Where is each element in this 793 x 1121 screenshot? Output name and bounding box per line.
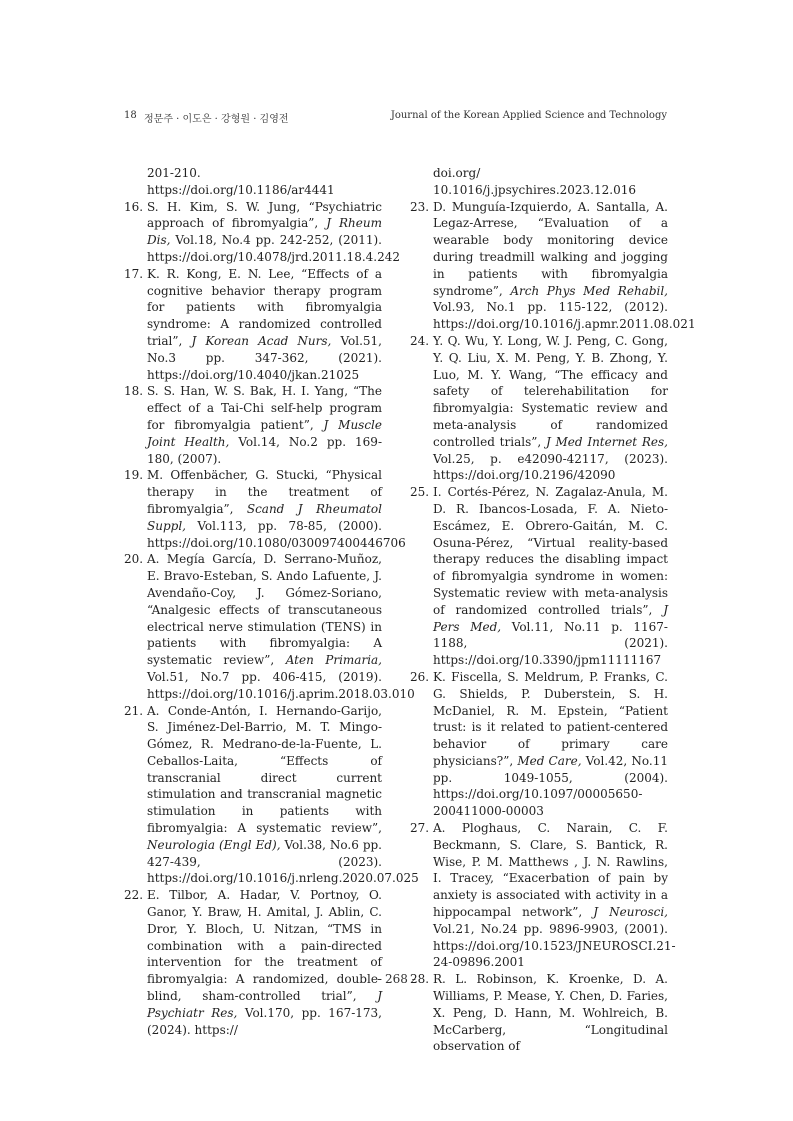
reference-entry [410,669,668,820]
header-journal-title: Journal of the Korean Applied Science and Technology [390,110,667,121]
reference-journal: J Psychiatr Res, [147,989,382,1020]
reference-details: Vol.42, No.11 pp. 1049-1055, (2004). https://doi.org/10.1097/00005650-200411000-00003 [433,753,668,819]
reference-entry [410,333,668,484]
reference-entry [124,551,415,702]
reference-number: 16. [124,199,144,214]
reference-journal: J Pers Med, [433,602,668,634]
reference-authors-title: E. Tilbor, A. Hadar, V. Portnoy, O. Ganor, Y. Braw, H. Amital, J. Ablin, C. Dror, Y. Bloch, U. Nitzan, “TMS in combination with a pain-directed intervention for the treatment of fibromyalgia: A randomized, double-blind, sham-controlled trial”, [147,888,382,1004]
reference-details: Vol.51, No.7 pp. 406-415, (2019). https://doi.org/10.1016/j.aprim.2018.03.010 [147,669,415,701]
reference-continuation: doi.org/ 10.1016/j.jpsychires.2023.12.016 [433,166,636,197]
reference-number: 17. [124,266,144,281]
reference-authors-title: S. H. Kim, S. W. Jung, “Psychiatric approach of fibromyalgia”, [147,199,382,231]
reference-authors-title: K. Fiscella, S. Meldrum, P. Franks, C. G. Shields, P. Duberstein, S. H. McDaniel, R. M. Epstein, “Patient trust: is it related to patient-centered behavior of primary care physicians?”, [433,669,668,768]
reference-entry [410,484,668,669]
reference-entry [124,266,382,384]
reference-authors-title: A. Ploghaus, C. Narain, C. F. Beckmann, S. Clare, S. Bantick, R. Wise, P. M. Matthews , J. N. Rawlins, I. Tracey, “Exacerbation of pain by anxiety is associated with activity in a hippocampal network”, [433,821,668,920]
reference-details: Vol.21, No.24 pp. 9896-9903, (2001). https://doi.org/10.1523/JNEUROSCI.21-24-09896.2001 [433,921,676,970]
reference-entry [124,703,419,888]
reference-continuation: 201-210. https://doi.org/10.1186/ar4441 [147,166,335,197]
running-header [124,110,667,130]
reference-number: 21. [124,703,144,718]
reference-number: 18. [124,384,144,399]
reference-journal: J Neurosci, [593,905,668,920]
reference-number: 19. [124,468,144,483]
reference-journal: Aten Primaria, [285,653,383,668]
header-authors: 정문주 · 이도은 · 강형원 · 김영전 [144,114,289,125]
reference-authors-title: S. S. Han, W. S. Bak, H. I. Yang, “The effect of a Tai-Chi self-help program for fibromyalgia patient”, [147,384,382,432]
reference-authors-title: K. R. Kong, E. N. Lee, “Effects of a cognitive behavior therapy program for patients with fibromyalgia syndrome: A randomized controlled trial”, [147,266,382,348]
reference-number: 22. [124,888,144,903]
reference-details: Vol.25, p. e42090-42117, (2023). https://doi.org/10.2196/42090 [433,451,668,483]
reference-authors-title: A. Conde-Antón, I. Hernando-Garijo, S. Jiménez-Del-Barrio, M. T. Mingo-Gómez, R. Medrano-de-la-Fuente, L. Ceballos-Laita, “Effects of transcranial direct current stimulation and transcranial magnetic stimulation in patients with fibromyalgia: A systematic review”, [147,703,382,836]
reference-authors-title: D. Munguía-Izquierdo, A. Santalla, A. Legaz-Arrese, “Evaluation of a wearable body monitoring device during treadmill walking and jogging in patients with fibromyalgia syndrome”, [433,199,668,298]
reference-entry [124,887,382,1038]
reference-authors-title: R. L. Robinson, K. Kroenke, D. A. Williams, P. Mease, Y. Chen, D. Faries, X. Peng, D. Hann, M. Wohlreich, B. McCarberg, “Longitudinal observation of [433,972,668,1054]
reference-details: Vol.18, No.4 pp. 242-252, (2011). https://doi.org/10.4078/jrd.2011.18.4.242 [147,233,400,264]
reference-number: 20. [124,552,144,567]
reference-number: 24. [410,333,430,348]
reference-journal: J Muscle Joint Health, [147,417,382,449]
reference-authors-title: I. Cortés-Pérez, N. Zagalaz-Anula, M. D. R. Ibancos-Losada, F. A. Nieto-Escámez, E. Obrero-Gaitán, M. C. Osuna-Pérez, “Virtual reality-based therapy reduces the disabling impact of fibromyalgia syndrome in women: Systematic review with meta-analysis of randomized controlled trials”, [433,485,668,617]
reference-details: Vol.113, pp. 78-85, (2000). https://doi.org/10.1080/030097400446706 [147,518,406,550]
reference-details: Vol.11, No.11 p. 1167-1188, (2021). https://doi.org/10.3390/jpm11111167 [433,619,668,668]
reference-details: Vol.51, No.3 pp. 347-362, (2021). https://doi.org/10.4040/jkan.21025 [147,333,382,382]
reference-entry [410,199,696,333]
reference-number: 28. [410,972,430,987]
reference-authors-title: Y. Q. Wu, Y. Long, W. J. Peng, C. Gong, Y. Q. Liu, X. M. Peng, Y. B. Zhong, Y. Luo, M. Y. Wang, “The efficacy and safety of telerehabilitation for fibromyalgia: Systematic review and meta-analysis of randomized controlled trials”, [433,333,668,449]
reference-journal: Scand J Rheumatol Suppl, [147,501,382,533]
reference-journal: Neurologia (Engl Ed), [147,837,281,852]
reference-number: 26. [410,669,430,684]
reference-number: 27. [410,821,430,836]
page-footer-number: - 268 - [377,972,416,986]
reference-journal: Arch Phys Med Rehabil, [510,283,668,298]
reference-number: 23. [410,199,430,214]
reference-entry [124,383,382,467]
header-page-number: 18 [124,110,137,121]
reference-journal: J Korean Acad Nurs, [191,333,332,348]
reference-journal: Med Care, [517,753,582,768]
reference-entry [124,199,400,266]
reference-authors-title: M. Offenbächer, G. Stucki, “Physical therapy in the treatment of fibromyalgia”, [147,468,382,516]
reference-journal: J Med Internet Res, [545,434,668,449]
right-column [410,165,696,1055]
reference-entry [124,467,406,551]
reference-details: Vol.14, No.2 pp. 169-180, (2007). [147,434,382,466]
reference-number: 25. [410,485,430,500]
reference-list-right [410,199,696,1056]
reference-details: Vol.38, No.6 pp. 427-439, (2023). https://doi.org/10.1016/j.nrleng.2020.07.025 [147,837,419,886]
reference-journal: J Rheum Dis, [147,216,382,248]
reference-details: Vol.93, No.1 pp. 115-122, (2012). https://doi.org/10.1016/j.apmr.2011.08.021 [433,300,696,332]
reference-details: Vol.170, pp. 167-173, (2024). https:// [147,1005,382,1037]
reference-authors-title: A. Megía García, D. Serrano-Muñoz, E. Bravo-Esteban, S. Ando Lafuente, J. Avendaño-Coy, J. Gómez-Soriano, “Analgesic effects of transcutaneous electrical nerve stimulation (TENS) in patients with fibromyalgia: A systematic review”, [147,552,382,668]
reference-entry [410,820,676,971]
